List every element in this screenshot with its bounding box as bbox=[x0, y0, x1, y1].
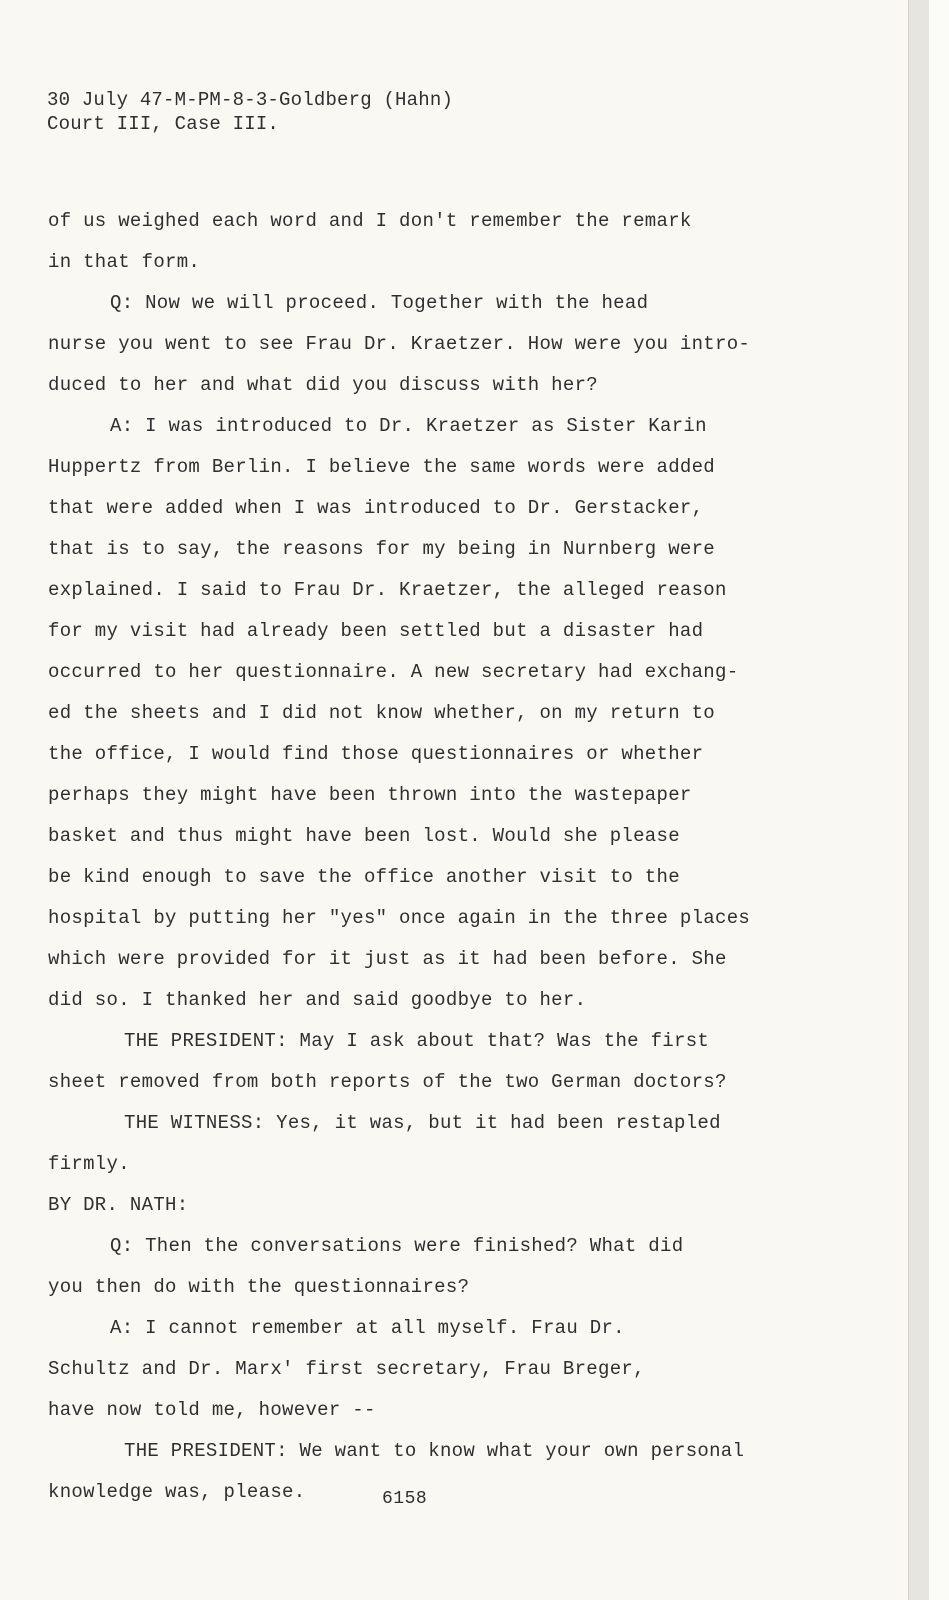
transcript-line: perhaps they might have been thrown into the wastepaper bbox=[48, 784, 692, 806]
document-header bbox=[47, 88, 453, 136]
transcript-line: ed the sheets and I did not know whether, on my return to bbox=[48, 702, 716, 724]
transcript-line: hospital by putting her "yes" once again in the three places bbox=[48, 907, 751, 929]
transcript-line: have now told me, however -- bbox=[48, 1399, 376, 1421]
transcript-line: THE WITNESS: Yes, it was, but it had been restapled bbox=[124, 1112, 721, 1134]
transcript-line: A: I was introduced to Dr. Kraetzer as Sister Karin bbox=[110, 415, 707, 437]
transcript-line: basket and thus might have been lost. Would she please bbox=[48, 825, 680, 847]
transcript-line: be kind enough to save the office another visit to the bbox=[48, 866, 680, 888]
transcript-line: nurse you went to see Frau Dr. Kraetzer. How were you intro- bbox=[48, 333, 751, 355]
transcript-line: the office, I would find those questionnaires or whether bbox=[48, 743, 704, 765]
transcript-line: occurred to her questionnaire. A new secretary had exchang- bbox=[48, 661, 739, 683]
transcript-line: Q: Now we will proceed. Together with the head bbox=[110, 292, 649, 314]
transcript-line: duced to her and what did you discuss with her? bbox=[48, 374, 598, 396]
transcript-line: THE PRESIDENT: May I ask about that? Was the first bbox=[124, 1030, 710, 1052]
transcript-line: that were added when I was introduced to Dr. Gerstacker, bbox=[48, 497, 704, 519]
transcript-line: you then do with the questionnaires? bbox=[48, 1276, 470, 1298]
page-number: 6158 bbox=[382, 1489, 428, 1509]
transcript-line: sheet removed from both reports of the two German doctors? bbox=[48, 1071, 727, 1093]
transcript-line: Schultz and Dr. Marx' first secretary, Frau Breger, bbox=[48, 1358, 645, 1380]
transcript-line: which were provided for it just as it had been before. She bbox=[48, 948, 727, 970]
header-line-court: Court III, Case III. bbox=[47, 113, 280, 135]
transcript-line: did so. I thanked her and said goodbye to her. bbox=[48, 989, 587, 1011]
transcript-line: firmly. bbox=[48, 1153, 130, 1175]
transcript-line: explained. I said to Frau Dr. Kraetzer, the alleged reason bbox=[48, 579, 727, 601]
transcript-line: BY DR. NATH: bbox=[48, 1194, 189, 1216]
transcript-line: A: I cannot remember at all myself. Frau Dr. bbox=[110, 1317, 625, 1339]
transcript-line: Q: Then the conversations were finished? What did bbox=[110, 1235, 684, 1257]
transcript-line: knowledge was, please. bbox=[48, 1481, 306, 1503]
header-line-date: 30 July 47-M-PM-8-3-Goldberg (Hahn) bbox=[47, 89, 454, 111]
transcript-line: for my visit had already been settled but a disaster had bbox=[48, 620, 704, 642]
page-edge bbox=[908, 0, 929, 1600]
transcript-body bbox=[48, 201, 808, 1513]
transcript-line: of us weighed each word and I don't remember the remark bbox=[48, 210, 692, 232]
transcript-line: THE PRESIDENT: We want to know what your own personal bbox=[124, 1440, 745, 1462]
transcript-line: Huppertz from Berlin. I believe the same words were added bbox=[48, 456, 716, 478]
transcript-line: in that form. bbox=[48, 251, 201, 273]
transcript-line: that is to say, the reasons for my being in Nurnberg were bbox=[48, 538, 716, 560]
